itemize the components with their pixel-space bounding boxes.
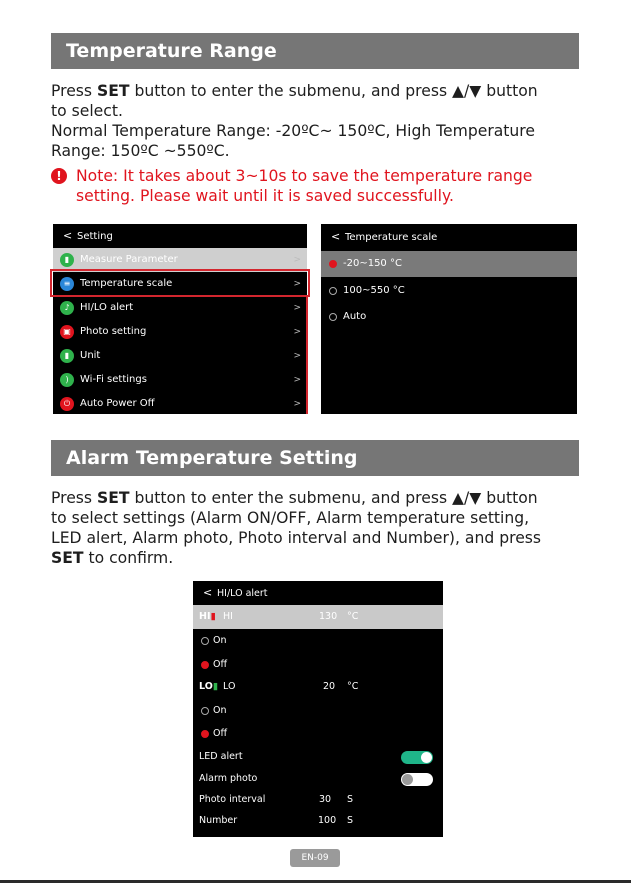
alarm-photo-toggle[interactable] xyxy=(401,773,433,786)
menu-item-photo-setting[interactable]: ▣ Photo setting > xyxy=(53,320,307,344)
chevron-right-icon: > xyxy=(293,255,301,265)
hi-row[interactable]: HI▮ HI 130 °C xyxy=(193,605,443,629)
instruction-line: Press SET button to enter the submenu, and press ▲/▼ button xyxy=(51,82,538,100)
section-title-alarm-temperature: Alarm Temperature Setting xyxy=(51,440,579,476)
hi-marker-icon: HI▮ xyxy=(199,611,216,622)
instruction-line: Press SET button to enter the submenu, and press ▲/▼ button xyxy=(51,489,538,507)
menu-item-hilo-alert[interactable]: ♪ HI/LO alert > xyxy=(53,296,307,320)
alert-icon: ♪ xyxy=(60,301,74,315)
instruction-line: Range: 150ºC ~550ºC. xyxy=(51,142,230,160)
back-icon[interactable]: < xyxy=(63,229,73,242)
warning-icon: ! xyxy=(51,168,67,184)
hi-value: 130 xyxy=(319,611,338,622)
hi-on-option[interactable]: On xyxy=(193,629,443,653)
highlight-connector xyxy=(306,297,308,414)
menu-item-measure-parameter[interactable]: ▮ Measure Parameter > xyxy=(53,248,307,272)
chevron-right-icon: > xyxy=(293,327,301,337)
led-alert-row[interactable]: LED alert xyxy=(193,745,443,769)
menu-item-temperature-scale[interactable]: ≡ Temperature scale > xyxy=(53,272,307,296)
back-icon[interactable]: < xyxy=(203,586,213,599)
temperature-range-instructions xyxy=(51,81,591,161)
temperature-scale-screen xyxy=(321,224,577,414)
radio-selected-icon xyxy=(201,730,209,738)
instruction-line: SET to confirm. xyxy=(51,549,174,567)
unit-icon: ▮ xyxy=(60,349,74,363)
settings-screen xyxy=(53,224,307,414)
instruction-line: to select settings (Alarm ON/OFF, Alarm temperature setting, xyxy=(51,509,530,527)
back-icon[interactable]: < xyxy=(331,230,341,243)
highlight-box xyxy=(50,269,310,297)
lo-on-option[interactable]: On xyxy=(193,699,443,723)
instruction-line: Normal Temperature Range: -20ºC~ 150ºC, High Temperature xyxy=(51,122,535,140)
radio-icon xyxy=(329,313,337,321)
power-icon: ⏻ xyxy=(60,397,74,411)
alarm-setting-instructions xyxy=(51,488,591,568)
radio-selected-icon xyxy=(201,661,209,669)
led-alert-toggle[interactable] xyxy=(401,751,433,764)
scale-icon: ≡ xyxy=(60,277,74,291)
chevron-right-icon: > xyxy=(293,375,301,385)
photo-icon: ▣ xyxy=(60,325,74,339)
hilo-screen-title: < HI/LO alert xyxy=(193,581,443,605)
scale-option[interactable]: Auto xyxy=(321,304,577,330)
instruction-line: LED alert, Alarm photo, Photo interval and Number), and press xyxy=(51,529,542,547)
section-title-temperature-range: Temperature Range xyxy=(51,33,579,69)
radio-selected-icon xyxy=(329,260,337,268)
measure-icon: ▮ xyxy=(60,253,74,267)
chevron-right-icon: > xyxy=(293,279,301,289)
lo-row[interactable]: LO▮ LO 20 °C xyxy=(193,675,443,699)
scale-option[interactable]: -20~150 °C xyxy=(321,251,577,277)
lo-marker-icon: LO▮ xyxy=(199,681,219,692)
chevron-right-icon: > xyxy=(293,351,301,361)
scale-screen-title: < Temperature scale xyxy=(321,224,577,250)
number-value: 100 xyxy=(318,815,337,826)
photo-interval-value: 30 xyxy=(319,794,332,805)
lo-off-option[interactable]: Off xyxy=(193,722,443,746)
photo-interval-row[interactable]: Photo interval 30 S xyxy=(193,788,443,812)
radio-icon xyxy=(201,637,209,645)
lo-value: 20 xyxy=(323,681,336,692)
wifi-icon: ) xyxy=(60,373,74,387)
hilo-alert-screen xyxy=(193,581,443,837)
instruction-line: to select. xyxy=(51,102,123,120)
settings-screen-title: < Setting xyxy=(53,224,307,248)
radio-icon xyxy=(329,287,337,295)
number-row[interactable]: Number 100 S xyxy=(193,809,443,833)
alarm-photo-row[interactable]: Alarm photo xyxy=(193,767,443,791)
menu-item-wifi-settings[interactable]: ) Wi-Fi settings > xyxy=(53,368,307,392)
page-number: EN-09 xyxy=(290,849,340,867)
menu-item-unit[interactable]: ▮ Unit > xyxy=(53,344,307,368)
chevron-right-icon: > xyxy=(293,303,301,313)
save-note: ! Note: It takes about 3~10s to save the temperature range setting. Please wait until it is saved successfully. xyxy=(51,166,581,206)
scale-option[interactable]: 100~550 °C xyxy=(321,278,577,304)
menu-item-auto-power-off[interactable]: ⏻ Auto Power Off > xyxy=(53,392,307,414)
chevron-right-icon: > xyxy=(293,399,301,409)
radio-icon xyxy=(201,707,209,715)
hi-off-option[interactable]: Off xyxy=(193,653,443,677)
